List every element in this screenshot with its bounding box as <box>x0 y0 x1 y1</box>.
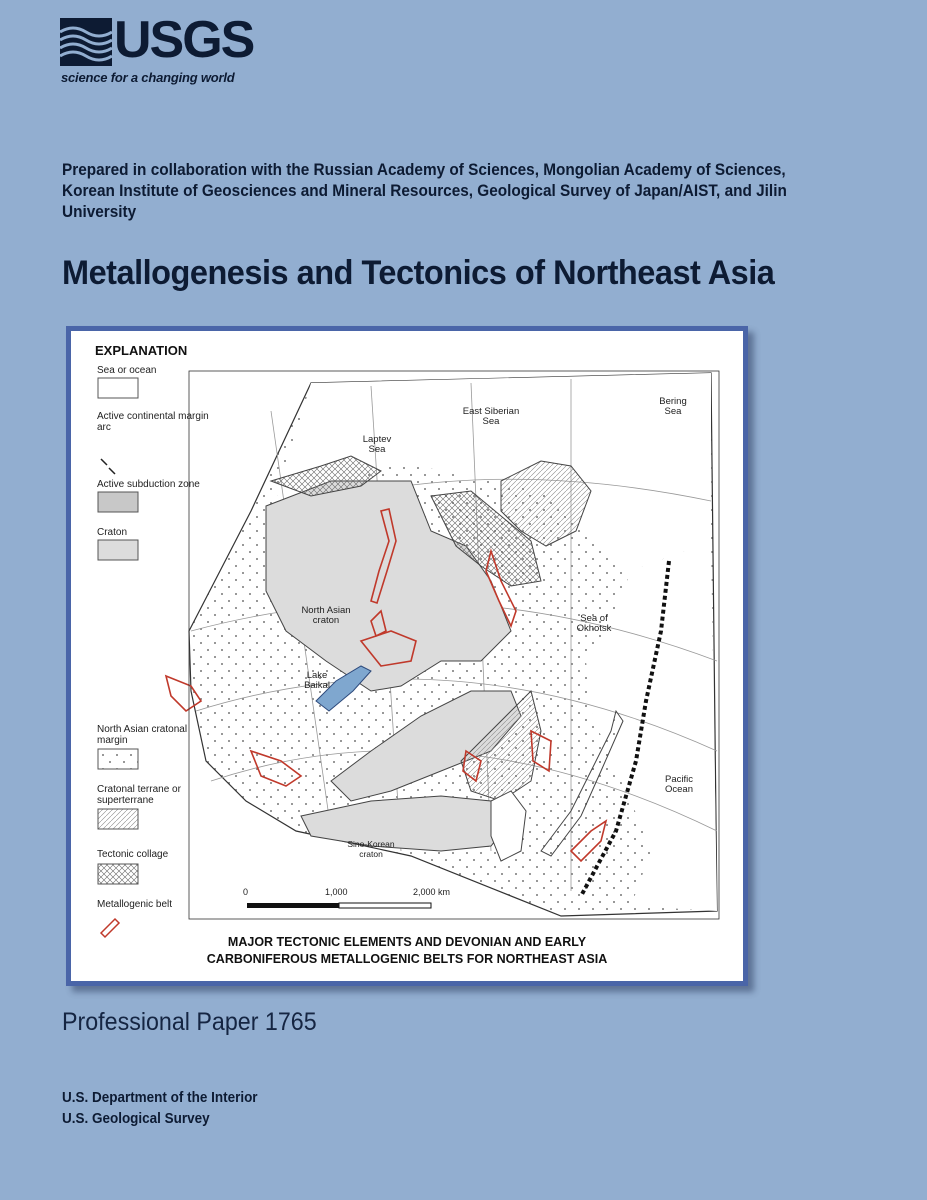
legend-label-cratonal-terrane: Cratonal terrane or superterrane <box>97 784 181 806</box>
label-east-siberian-sea: East Siberian Sea <box>462 406 520 427</box>
scale-label-end: 2,000 km <box>413 887 451 897</box>
map-figure <box>66 326 748 986</box>
legend-label-subduction: Active subduction zone <box>97 479 200 490</box>
report-title: Metallogenesis and Tectonics of Northeast Asia <box>62 254 775 292</box>
label-bering-sea: Bering Sea <box>659 396 687 417</box>
collaboration-statement: Prepared in collaboration with the Russian Academy of Sciences, Mongolian Academy of Sciences, Korean Institute of Geosciences and Mineral Resources, Geological Survey of Japan/AIST, and Jilin University <box>62 161 787 221</box>
explanation-title: EXPLANATION <box>95 343 188 358</box>
usgs-wordmark: USGS <box>114 11 254 69</box>
label-sino-korean-craton: Sino-Korean craton <box>347 839 395 859</box>
map-caption-line1: MAJOR TECTONIC ELEMENTS AND DEVONIAN AND EARLY <box>227 935 587 949</box>
scale-label-zero: 0 <box>243 887 249 897</box>
label-north-asian-craton: North Asian craton <box>301 605 351 626</box>
scale-bar-white <box>339 903 431 908</box>
agency-line: U.S. Geological Survey <box>62 1111 210 1127</box>
legend-label-sea: Sea or ocean <box>97 365 157 376</box>
department-line: U.S. Department of the Interior <box>62 1090 258 1106</box>
scale-label-mid: 1,000 <box>325 887 348 897</box>
legend-label-craton: Craton <box>97 527 128 538</box>
series-title: Professional Paper 1765 <box>62 1008 317 1036</box>
legend-label-collage: Tectonic collage <box>97 849 169 860</box>
usgs-tagline: science for a changing world <box>61 70 235 85</box>
label-laptev-sea: Laptev Sea <box>362 434 392 455</box>
legend-label-arc: Active continental margin arc <box>97 411 209 433</box>
usgs-logo <box>60 11 270 90</box>
label-sea-of-okhotsk: Sea of Okhotsk <box>576 613 612 634</box>
map-caption-line2: CARBONIFEROUS METALLOGENIC BELTS FOR NORTHEAST ASIA <box>206 952 608 966</box>
legend-label-cratonal-margin: North Asian cratonal margin <box>97 724 188 746</box>
label-pacific-ocean: Pacific Ocean <box>665 774 693 795</box>
usgs-wave-icon <box>60 18 112 66</box>
legend-label-belt: Metallogenic belt <box>97 899 173 910</box>
arc-symbol <box>101 459 115 474</box>
label-lake-baikal: Lake Baikal <box>304 670 330 691</box>
scale-bar-black <box>247 903 339 908</box>
